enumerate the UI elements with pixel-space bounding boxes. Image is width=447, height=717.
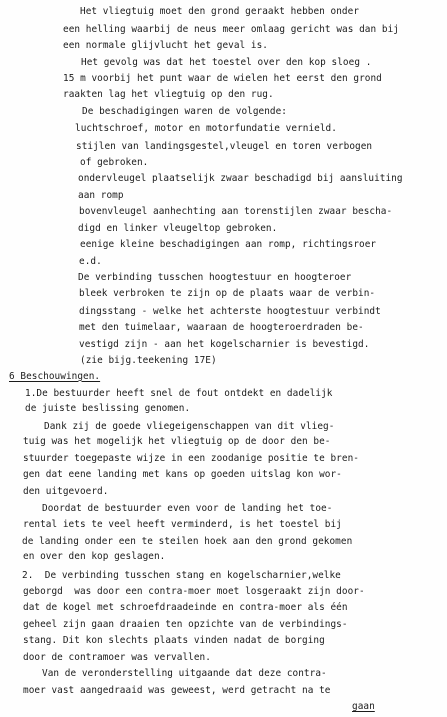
text-line: geheel zijn gaan draaien ten opzichte van de verbindings- [23,618,348,630]
text-line: 15 m voorbij het punt waar de wielen het eerst den grond [63,72,382,84]
text-line: eenige kleine beschadigingen aan romp, richtingsroer [80,239,377,251]
text-line: De verbinding tusschen hoogtestuur en hoogteroer [78,271,352,283]
text-line: rental iets te veel heeft verminderd, is het toestel bij [23,519,342,531]
text-line: Het vliegtuig moet den grond geraakt hebben onder [80,6,360,18]
text-line: een normale glijvlucht het geval is. [63,40,268,52]
text-line: de landing onder een te steilen hoek aan den grond gekomen [22,535,353,547]
text-line: of gebroken. [80,156,149,168]
section-heading-text: 6 Beschouwingen. [9,370,101,382]
text-line: een helling waarbij de neus meer omlaag gericht was dan bij [63,23,399,35]
catchword-text: gaan [352,701,375,712]
text-line: Doordat de bestuurder even voor de landing het toe- [42,502,333,514]
text-line: gen dat eene landing met kans op goeden uitslag kon wor- [23,469,342,481]
text-line: Dank zij de goede vliegeigenschappen van dit vlieg- [44,420,335,432]
text-line: moer vast aangedraaid was geweest, werd getracht na te [23,684,331,696]
text-line: ondervleugel plaatselijk zwaar beschadigd bij aansluiting [78,173,403,185]
text-line: e.d. [79,255,102,267]
text-line: digd en linker vleugeltop gebroken. [78,222,278,234]
text-line: bleek verbroken te zijn op de plaats waar de verbin- [79,288,376,300]
text-line: luchtschroef, motor en motorfundatie vernield. [75,123,337,135]
text-line: tuig was het mogelijk het vliegtuig op de door den be- [23,436,331,448]
section-heading [9,372,100,381]
text-line: Het gevolg was dat het toestel over den kop sloeg . [81,56,372,68]
text-line: 2. De verbinding tusschen stang en kogelscharnier,welke [22,569,341,581]
text-line: Van de veronderstelling uitgaande dat deze contra- [42,668,327,680]
text-line: den uitgevoerd. [23,485,109,497]
text-line: stang. Dit kon slechts plaats vinden nadat de borging [23,635,325,647]
text-line: stuurder toegepaste wijze in een zoodanige positie te bren- [23,452,359,464]
text-line: raakten lag het vliegtuig op den rug. [63,89,274,101]
text-line: dat de kogel met schroefdraadeinde en contra-moer als één [23,602,348,614]
text-line: en over den kop geslagen. [23,551,166,563]
text-line: 1.De bestuurder heeft snel de fout ontdekt en dadelijk [25,387,333,399]
catchword [352,702,375,711]
text-line: door de contramoer was vervallen. [23,651,211,663]
text-line: bovenvleugel aanhechting aan torenstijlen zwaar bescha- [79,206,393,218]
text-line: vestigd zijn - aan het kogelscharnier is bevestigd. [79,338,370,350]
text-line: stijlen van landingsgestel,vleugel en toren verbogen [76,140,373,152]
text-line: geborgd was door een contra-moer moet losgeraakt zijn door- [23,586,365,597]
text-line: (zie bijg.teekening 17E) [80,355,217,366]
text-line: met den tuimelaar, waaraan de hoogteroerdraden be- [79,322,364,334]
text-line: De beschadigingen waren de volgende: [82,105,287,117]
text-line: de juiste beslissing genomen. [25,403,191,415]
text-line: dingsstang - welke het achterste hoogtestuur verbindt [79,305,381,317]
text-line: aan romp [78,189,124,201]
